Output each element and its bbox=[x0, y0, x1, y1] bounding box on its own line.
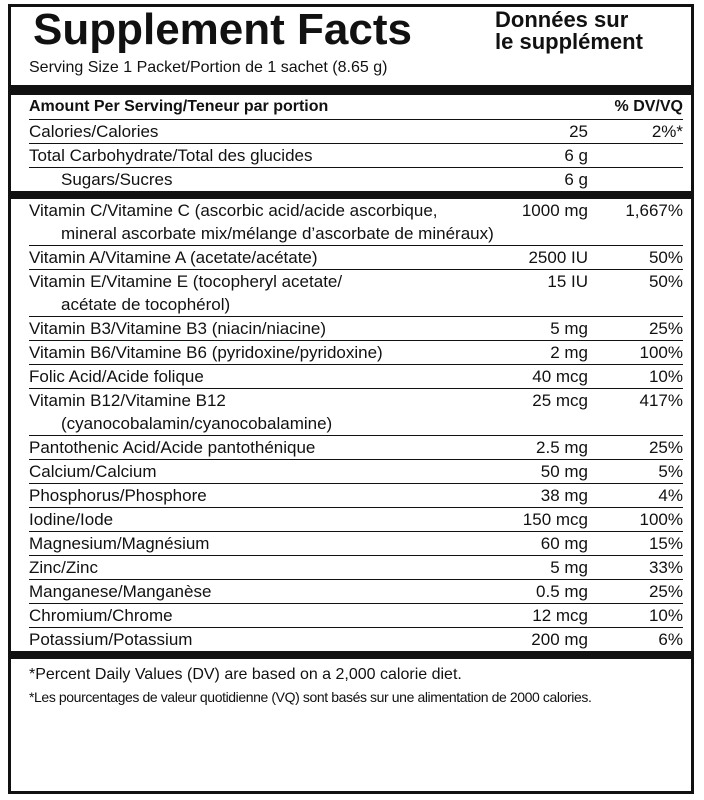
nutrient-amount: 0.5 mg bbox=[536, 582, 588, 601]
nutrient-dv: 50% bbox=[648, 248, 683, 267]
title-french-line2: le supplément bbox=[495, 29, 643, 54]
nutrient-name: Vitamin B12/Vitamine B12 bbox=[29, 391, 226, 410]
nutrient-row bbox=[29, 341, 683, 365]
nutrient-name: Vitamin B3/Vitamine B3 (niacin/niacine) bbox=[29, 319, 327, 338]
nutrient-dv: 100% bbox=[639, 510, 683, 529]
nutrient-row bbox=[29, 199, 683, 246]
macro-row bbox=[29, 168, 683, 191]
nutrient-name-continued: (cyanocobalamin/cyanocobalamine) bbox=[61, 414, 333, 433]
nutrient-name: Phosphorus/Phosphore bbox=[29, 486, 207, 505]
nutrient-dv: 2%* bbox=[651, 122, 683, 141]
nutrient-name: Sugars/Sucres bbox=[61, 170, 173, 189]
thick-divider bbox=[11, 85, 691, 95]
nutrient-dv: 4% bbox=[658, 486, 683, 505]
footnote-french: *Les pourcentages de valeur quotidienne (VQ) sont basés sur une alimentation de 2000 calories. bbox=[29, 689, 592, 705]
nutrient-name: Manganese/Manganèse bbox=[29, 582, 212, 601]
nutrient-amount: 25 bbox=[569, 122, 588, 141]
nutrient-dv: 6% bbox=[658, 630, 683, 649]
nutrient-row bbox=[29, 508, 683, 532]
nutrient-dv: 10% bbox=[648, 367, 683, 386]
nutrient-row bbox=[29, 389, 683, 436]
nutrient-name: Iodine/Iode bbox=[29, 510, 114, 529]
nutrient-amount: 2500 IU bbox=[528, 248, 588, 267]
nutrient-name: Vitamin B6/Vitamine B6 (pyridoxine/pyridoxine) bbox=[29, 343, 383, 362]
nutrient-name: Folic Acid/Acide folique bbox=[29, 367, 204, 386]
panel-header bbox=[29, 7, 683, 57]
nutrient-amount: 12 mcg bbox=[532, 606, 588, 625]
serving-size: Serving Size 1 Packet/Portion de 1 sachet (8.65 g) bbox=[29, 59, 388, 76]
macro-row bbox=[29, 120, 683, 144]
nutrient-row bbox=[29, 484, 683, 508]
nutrient-name: Zinc/Zinc bbox=[29, 558, 98, 577]
nutrient-amount: 6 g bbox=[564, 146, 588, 165]
nutrient-amount: 25 mcg bbox=[532, 391, 588, 410]
nutrient-amount: 5 mg bbox=[550, 319, 588, 338]
nutrient-name: Calcium/Calcium bbox=[29, 462, 157, 481]
title-french-line1: Données sur bbox=[495, 7, 629, 32]
nutrient-amount: 6 g bbox=[564, 170, 588, 189]
nutrient-amount: 15 IU bbox=[547, 272, 588, 291]
nutrient-row bbox=[29, 365, 683, 389]
nutrient-row bbox=[29, 317, 683, 341]
thick-divider bbox=[11, 191, 691, 199]
nutrient-amount: 1000 mg bbox=[521, 201, 588, 220]
nutrient-name-continued: acétate de tocophérol) bbox=[61, 295, 231, 314]
nutrient-row bbox=[29, 532, 683, 556]
title-english: Supplement Facts bbox=[33, 5, 412, 54]
nutrient-amount: 40 mcg bbox=[532, 367, 588, 386]
nutrient-amount: 60 mg bbox=[540, 534, 588, 553]
nutrient-dv: 25% bbox=[648, 319, 683, 338]
supplement-facts-panel bbox=[8, 4, 694, 794]
nutrient-row bbox=[29, 270, 683, 317]
footnote-english: *Percent Daily Values (DV) are based on a 2,000 calorie diet. bbox=[29, 666, 462, 683]
nutrient-dv: 50% bbox=[648, 272, 683, 291]
nutrient-dv: 1,667% bbox=[625, 201, 683, 220]
nutrient-row bbox=[29, 604, 683, 628]
nutrient-name: Pantothenic Acid/Acide pantothénique bbox=[29, 438, 316, 457]
nutrient-row bbox=[29, 628, 683, 651]
nutrient-name: Total Carbohydrate/Total des glucides bbox=[29, 146, 313, 165]
nutrient-dv: 10% bbox=[648, 606, 683, 625]
nutrient-name: Magnesium/Magnésium bbox=[29, 534, 210, 553]
nutrient-name: Vitamin E/Vitamine E (tocopheryl acetate/ bbox=[29, 272, 343, 291]
amount-per-serving-header: Amount Per Serving/Teneur par portion bbox=[29, 98, 329, 115]
nutrient-row bbox=[29, 556, 683, 580]
nutrient-name: Vitamin C/Vitamine C (ascorbic acid/acide ascorbique, bbox=[29, 201, 438, 220]
nutrient-dv: 33% bbox=[648, 558, 683, 577]
nutrient-amount: 150 mcg bbox=[522, 510, 588, 529]
nutrient-name: Chromium/Chrome bbox=[29, 606, 173, 625]
nutrient-dv: 417% bbox=[639, 391, 683, 410]
nutrient-dv: 25% bbox=[648, 582, 683, 601]
nutrient-dv: 100% bbox=[639, 343, 683, 362]
nutrient-dv: 5% bbox=[658, 462, 683, 481]
nutrients-section bbox=[29, 199, 683, 651]
nutrient-name: Potassium/Potassium bbox=[29, 630, 193, 649]
nutrient-name: Vitamin A/Vitamine A (acetate/acétate) bbox=[29, 248, 318, 267]
nutrient-amount: 2 mg bbox=[550, 343, 588, 362]
nutrient-amount: 200 mg bbox=[531, 630, 588, 649]
macro-row bbox=[29, 144, 683, 168]
nutrient-row bbox=[29, 436, 683, 460]
nutrient-dv: 25% bbox=[648, 438, 683, 457]
macros-section bbox=[29, 120, 683, 191]
nutrient-name-continued: mineral ascorbate mix/mélange d’ascorbate de minéraux) bbox=[61, 224, 494, 243]
nutrient-amount: 2.5 mg bbox=[536, 438, 588, 457]
nutrient-row bbox=[29, 460, 683, 484]
nutrient-dv: 15% bbox=[648, 534, 683, 553]
nutrient-name: Calories/Calories bbox=[29, 122, 159, 141]
title-french bbox=[495, 9, 643, 53]
nutrient-row bbox=[29, 246, 683, 270]
thick-divider bbox=[11, 651, 691, 659]
dv-header: % DV/VQ bbox=[614, 98, 683, 115]
nutrient-amount: 38 mg bbox=[540, 486, 588, 505]
nutrient-amount: 5 mg bbox=[550, 558, 588, 577]
nutrient-amount: 50 mg bbox=[540, 462, 588, 481]
column-header-row bbox=[29, 95, 683, 120]
nutrient-row bbox=[29, 580, 683, 604]
